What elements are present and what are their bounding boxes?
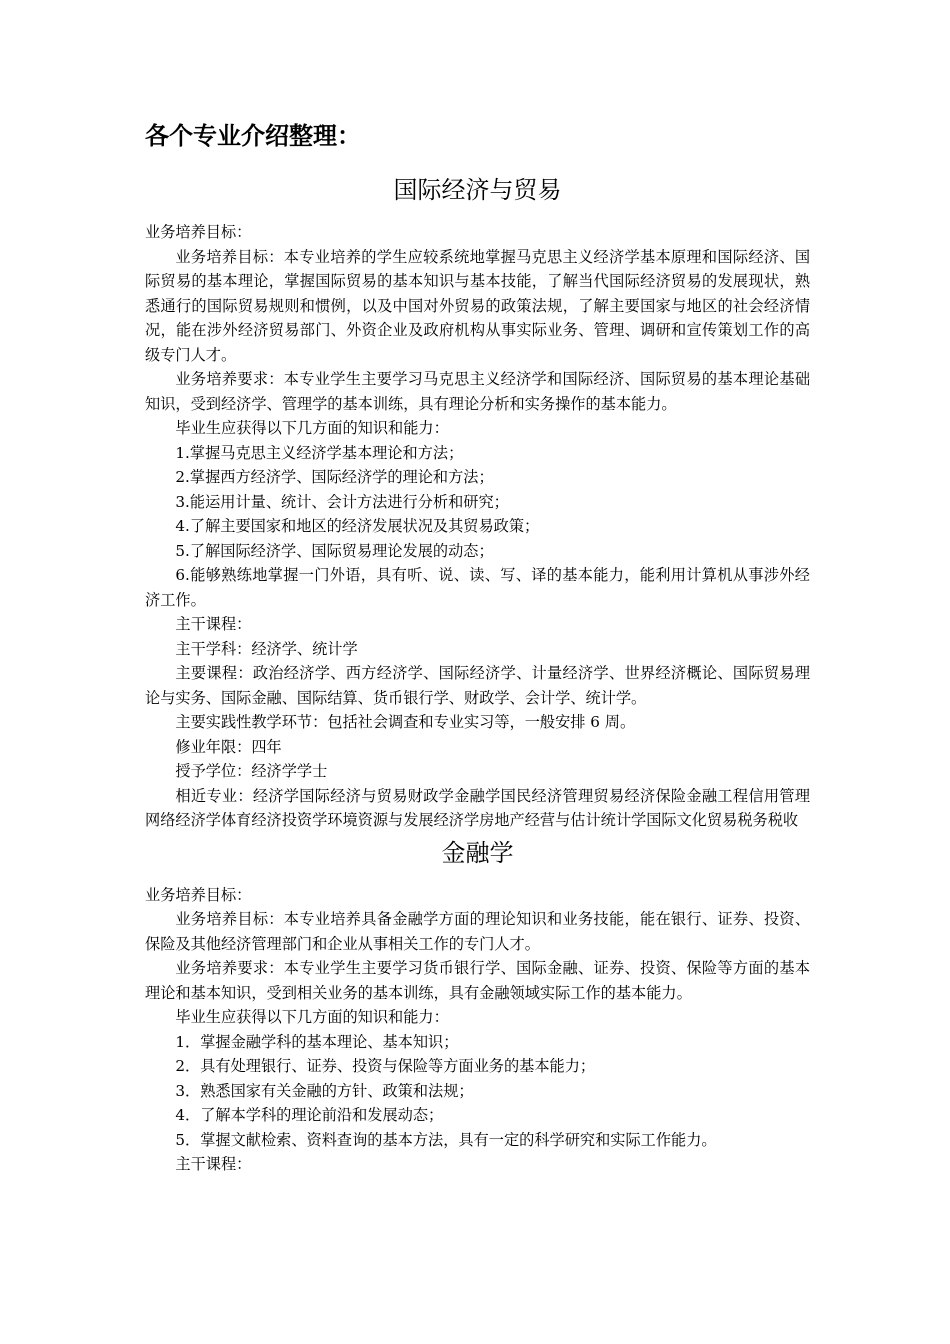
paragraph: 业务培养目标： (145, 885, 252, 904)
paragraph: 业务培养目标： (145, 223, 252, 241)
list-item: 6.能够熟练地掌握一门外语，具有听、说、读、写、译的基本能力，能利用计算机从事涉外经济工作。 (145, 566, 810, 609)
section-finance (145, 835, 810, 1177)
list-item: 2.掌握西方经济学、国际经济学的理论和方法； (175, 468, 494, 486)
document-page (145, 118, 810, 1177)
paragraph: 主干课程： (175, 615, 252, 633)
list-item: 3．熟悉国家有关金融的方针、政策和法规； (175, 1081, 474, 1100)
list-item: 4.了解主要国家和地区的经济发展状况及其贸易政策； (175, 517, 540, 535)
paragraph: 业务培养要求：本专业学生主要学习马克思主义经济学和国际经济、国际贸易的基本理论基础知识，受到经济学、管理学的基本训练，具有理论分析和实务操作的基本能力。 (145, 370, 810, 413)
paragraph: 业务培养目标：本专业培养具备金融学方面的理论知识和业务技能，能在银行、证券、投资、保险及其他经济管理部门和企业从事相关工作的专门人才。 (145, 910, 810, 953)
section-title: 国际经济与贸易 (393, 176, 562, 204)
section-title: 金融学 (441, 838, 514, 867)
paragraph: 毕业生应获得以下几方面的知识和能力： (175, 1008, 449, 1026)
list-item: 1．掌握金融学科的基本理论、基本知识； (175, 1032, 459, 1051)
paragraph: 修业年限：四年 (175, 737, 282, 756)
paragraph: 业务培养要求：本专业学生主要学习货币银行学、国际金融、证券、投资、保险等方面的基本理论和基本知识，受到相关业务的基本训练，具有金融领域实际工作的基本能力。 (145, 959, 810, 1002)
list-item: 2．具有处理银行、证券、投资与保险等方面业务的基本能力； (175, 1057, 596, 1075)
paragraph: 主要实践性教学环节：包括社会调查和专业实习等，一般安排 6 周。 (175, 713, 636, 731)
paragraph: 毕业生应获得以下几方面的知识和能力： (175, 419, 449, 437)
paragraph: 主干课程： (175, 1155, 252, 1173)
list-item: 3.能运用计量、统计、会计方法进行分析和研究； (175, 492, 509, 511)
paragraph: 授予学位：经济学学士 (175, 762, 328, 780)
paragraph: 主干学科：经济学、统计学 (175, 639, 358, 658)
list-item: 1.掌握马克思主义经济学基本理论和方法； (175, 443, 464, 462)
list-item: 5．掌握文献检索、资料查询的基本方法，具有一定的科学研究和实际工作能力。 (175, 1130, 717, 1149)
document-heading: 各个专业介绍整理： (145, 121, 361, 150)
list-item: 4．了解本学科的理论前沿和发展动态； (175, 1106, 444, 1124)
paragraph: 主要课程：政治经济学、西方经济学、国际经济学、计量经济学、世界经济概论、国际贸易理论与实务、国际金融、国际结算、货币银行学、财政学、会计学、统计学。 (145, 664, 810, 707)
list-item: 5.了解国际经济学、国际贸易理论发展的动态； (175, 541, 494, 560)
paragraph: 业务培养目标：本专业培养的学生应较系统地掌握马克思主义经济学基本原理和国际经济、国际贸易的基本理论，掌握国际贸易的基本知识与基本技能，了解当代国际经济贸易的发展现状，熟悉通行的国际贸易规则和惯例，以及中国对外贸易的政策法规，了解主要国家与地区的社会经济情况，能在涉外经济贸易部门、外资企业及政府机构从事实际业务、管理、调研和宣传策划工作的高级专门人才。 (145, 247, 810, 364)
section-international-trade (145, 172, 810, 833)
paragraph: 相近专业：经济学国际经济与贸易财政学金融学国民经济管理贸易经济保险金融工程信用管理网络经济学体育经济投资学环境资源与发展经济学房地产经营与估计统计学国际文化贸易税务税收 (145, 786, 810, 829)
